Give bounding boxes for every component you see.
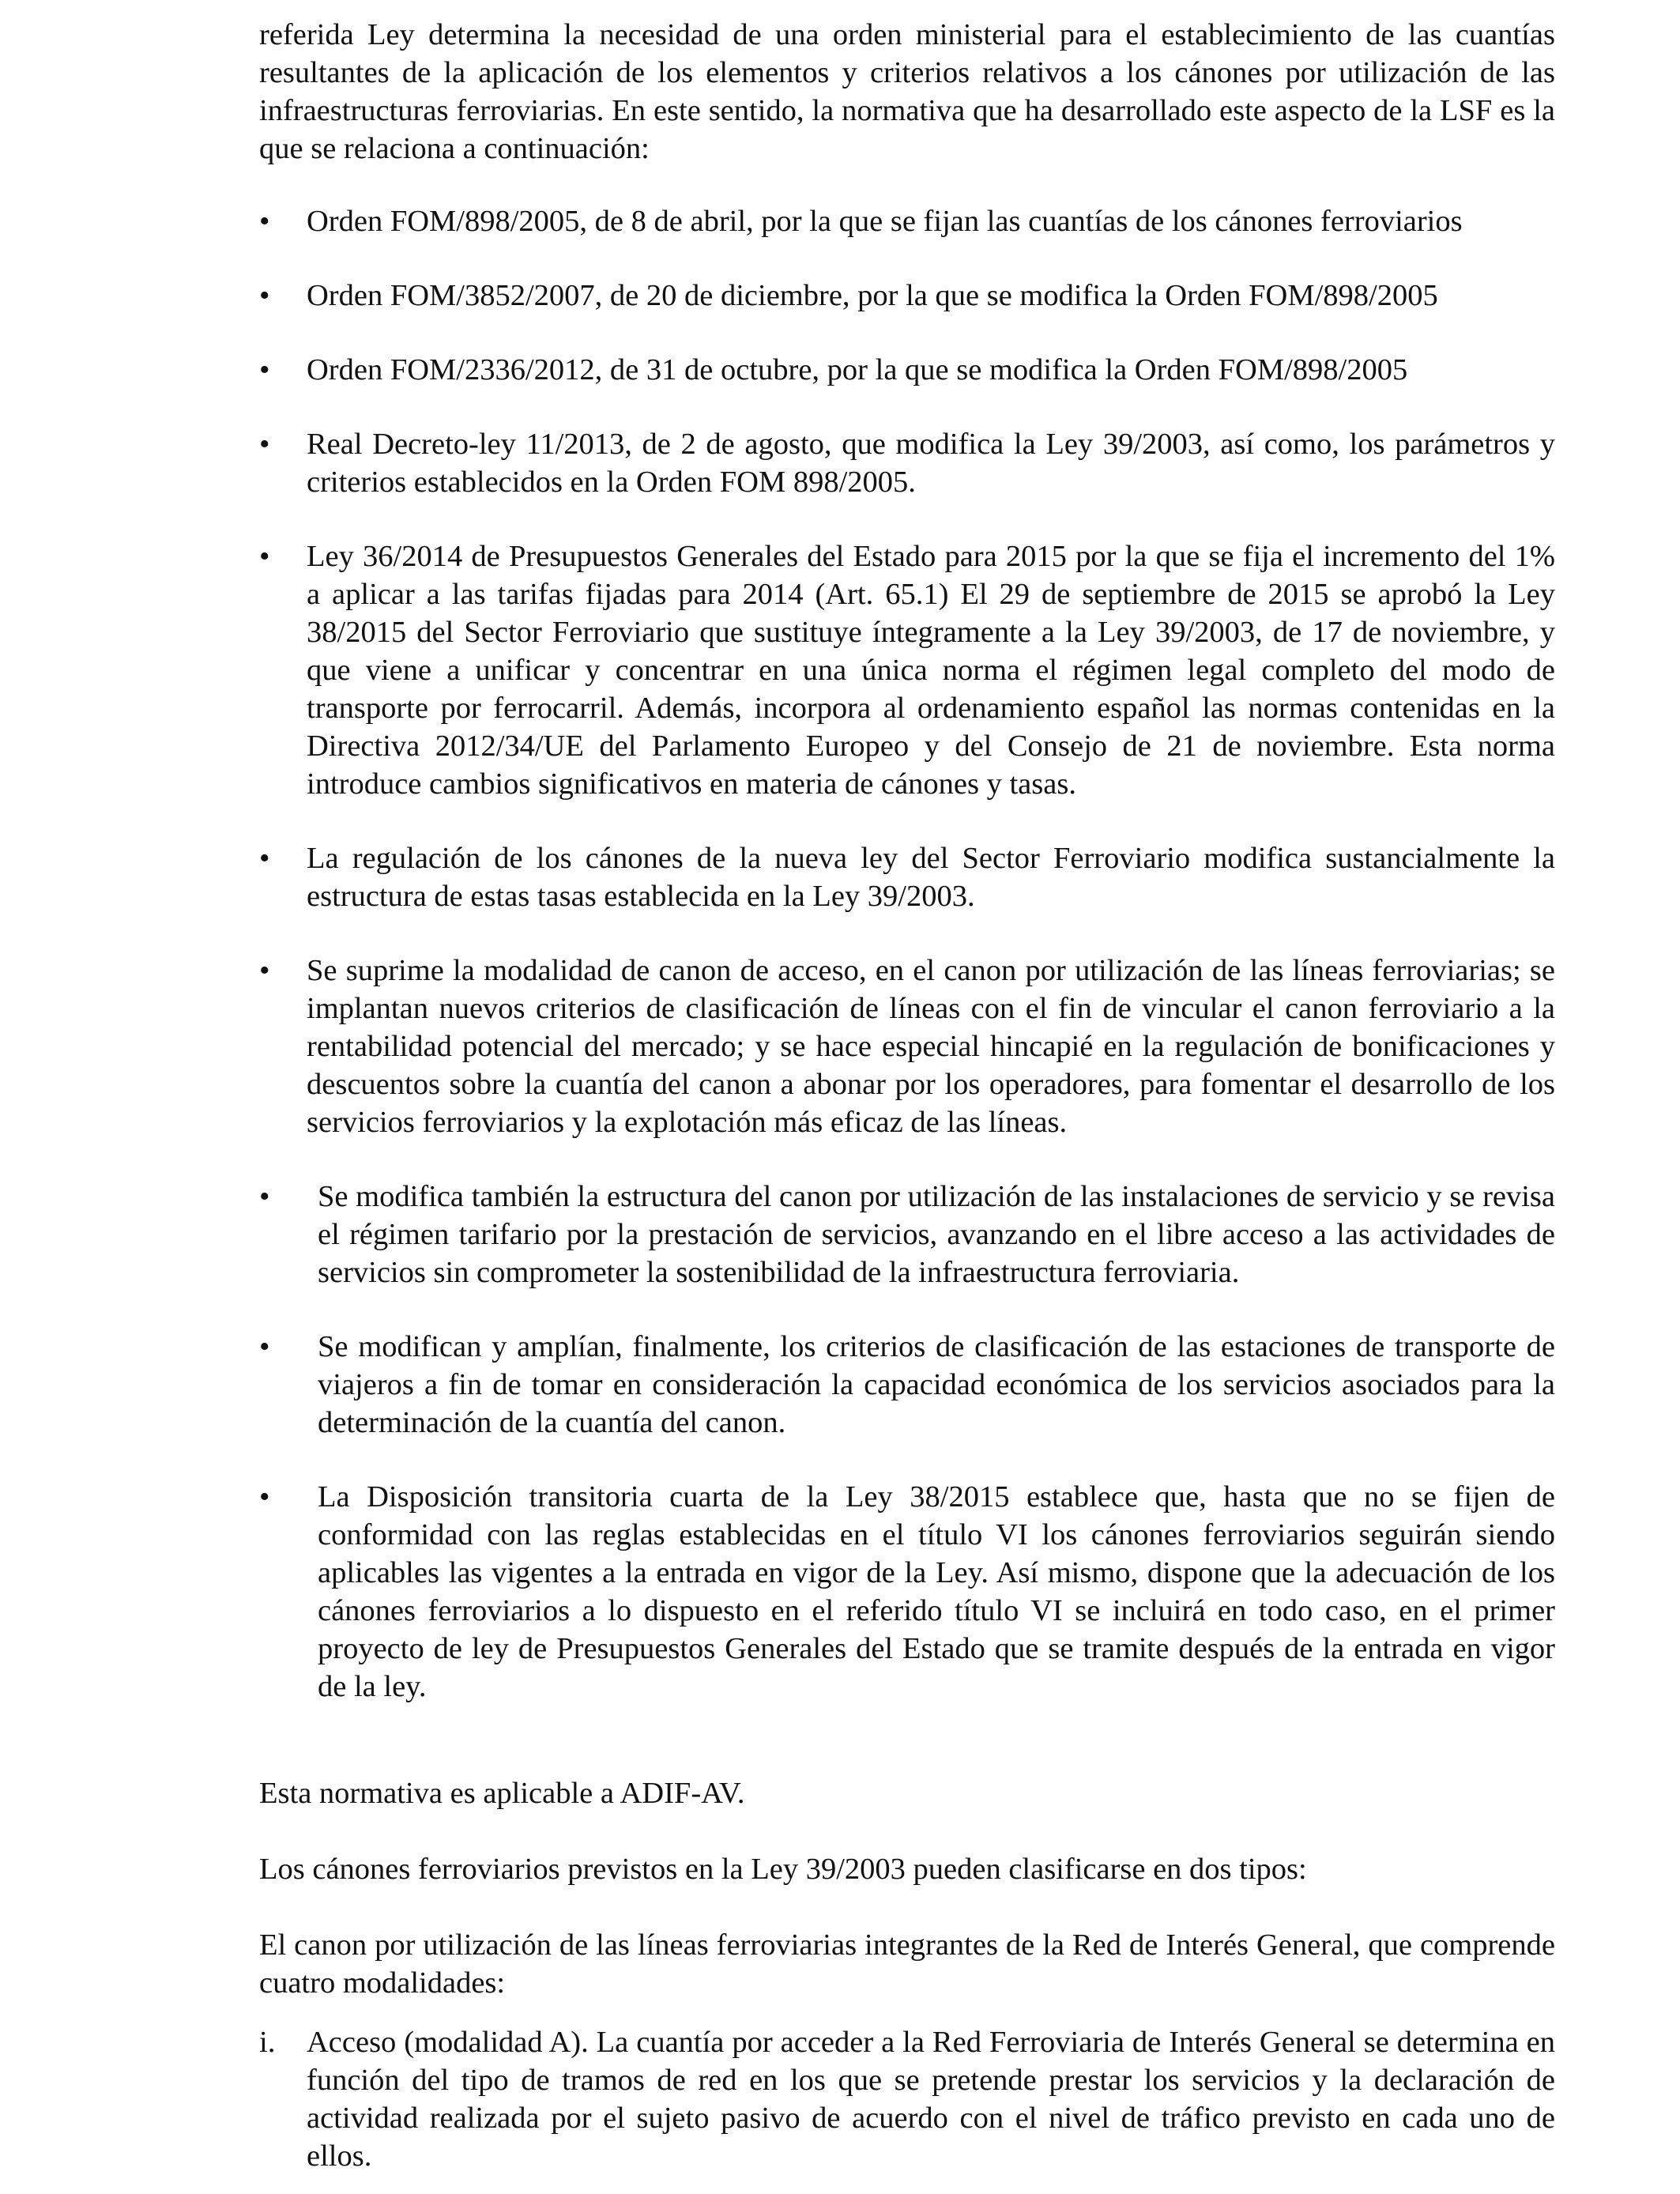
- modalities-list: [259, 2023, 1555, 2175]
- list-item: [259, 1328, 1555, 1442]
- types-paragraph: Los cánones ferroviarios previstos en la Ley 39/2003 pueden clasificarse en dos tipos:: [259, 1853, 1307, 1886]
- bullet-icon: •: [259, 1330, 270, 1363]
- bullet-icon: •: [259, 428, 270, 461]
- list-item-text: Orden FOM/2336/2012, de 31 de octubre, por la que se modifica la Orden FOM/898/2005: [307, 353, 1408, 386]
- document-page: [259, 0, 1555, 2194]
- bullet-icon: •: [259, 1180, 270, 1213]
- list-item: [259, 351, 1555, 389]
- list-item: [259, 1178, 1555, 1291]
- bullet-icon: •: [259, 205, 270, 238]
- list-item: [259, 1478, 1555, 1706]
- bullet-icon: •: [259, 1480, 270, 1514]
- list-item: [259, 277, 1555, 315]
- list-item-text: Ley 36/2014 de Presupuestos Generales del Estado para 2015 por la que se fija el incremento del 1% a aplicar a las tarifas fijadas para 2014 (Art. 65.1) El 29 de septiembre de 2015 se aprobó la Ley 38/2015 del Sector Ferroviario que sustituye íntegramente a la Ley 39/2003, de 17 de noviembre, y que viene a unificar y concentrar en una única norma el régimen legal completo del modo de transporte por ferrocarril. Además, incorpora al ordenamiento español las normas contenidas en la Directiva 2012/34/UE del Parlamento Europeo y del Consejo de 21 de noviembre. Esta norma introduce cambios significativos en materia de cánones y tasas.: [307, 540, 1555, 801]
- roman-numeral: i.: [259, 2026, 276, 2059]
- list-item: [259, 2023, 1555, 2175]
- bullet-icon: •: [259, 353, 270, 386]
- list-item: [259, 952, 1555, 1141]
- list-item-text: Orden FOM/3852/2007, de 20 de diciembre, por la que se modifica la Orden FOM/898/2005: [307, 279, 1438, 312]
- bullet-icon: •: [259, 842, 270, 875]
- list-item-text: Se modifica también la estructura del canon por utilización de las instalaciones de servicio y se revisa el régimen tarifario por la prestación de servicios, avanzando en el libre acceso a las actividades de servicios sin comprometer la sostenibilidad de la infraestructura ferroviaria.: [318, 1180, 1555, 1289]
- regulation-list: [259, 202, 1555, 1742]
- list-item: [259, 537, 1555, 803]
- list-item-text: Se suprime la modalidad de canon de acceso, en el canon por utilización de las líneas ferroviarias; se implantan nuevos criterios de clasificación de líneas con el fin de vincular el canon ferroviario a la rentabilidad potencial del mercado; y se hace especial hincapié en la regulación de bonificaciones y descuentos sobre la cuantía del canon a abonar por los operadores, para fomentar el desarrollo de los servicios ferroviarios y la explotación más eficaz de las líneas.: [307, 954, 1555, 1139]
- list-item: [259, 839, 1555, 915]
- applicability-paragraph: Esta normativa es aplicable a ADIF-AV.: [259, 1777, 745, 1810]
- intro-paragraph: referida Ley determina la necesidad de una orden ministerial para el establecimiento de las cuantías resultantes de la aplicación de los elementos y criterios relativos a los cánones por utilización de las infraestructuras ferroviarias. En este sentido, la normativa que ha desarrollado este aspecto de la LSF es la que se relaciona a continuación:: [259, 18, 1555, 165]
- list-item: [259, 425, 1555, 501]
- list-item-text: La Disposición transitoria cuarta de la Ley 38/2015 establece que, hasta que no se fijen de conformidad con las reglas establecidas en el título VI los cánones ferroviarios seguirán siendo aplicables las vigentes a la entrada en vigor de la Ley. Así mismo, dispone que la adecuación de los cánones ferroviarios a lo dispuesto en el referido título VI se incluirá en todo caso, en el primer proyecto de ley de Presupuestos Generales del Estado que se tramite después de la entrada en vigor de la ley.: [318, 1480, 1555, 1703]
- bullet-icon: •: [259, 954, 270, 987]
- list-item-text: Orden FOM/898/2005, de 8 de abril, por la que se fijan las cuantías de los cánones ferroviarios: [307, 205, 1463, 238]
- canon-paragraph: El canon por utilización de las líneas ferroviarias integrantes de la Red de Interés General, que comprende cuatro modalidades:: [259, 1928, 1555, 2000]
- list-item-text: Real Decreto-ley 11/2013, de 2 de agosto, que modifica la Ley 39/2003, así como, los parámetros y criterios establecidos en la Orden FOM 898/2005.: [307, 428, 1555, 499]
- bullet-icon: •: [259, 540, 270, 573]
- list-item: [259, 202, 1555, 240]
- list-item-text: Acceso (modalidad A). La cuantía por acceder a la Red Ferroviaria de Interés General se determina en función del tipo de tramos de red en los que se pretende prestar los servicios y la declaración de actividad realizada por el sujeto pasivo de acuerdo con el nivel de tráfico previsto en cada uno de ellos.: [307, 2026, 1555, 2173]
- bullet-icon: •: [259, 279, 270, 312]
- list-item-text: La regulación de los cánones de la nueva ley del Sector Ferroviario modifica sustancialmente la estructura de estas tasas establecida en la Ley 39/2003.: [307, 842, 1555, 913]
- list-item-text: Se modifican y amplían, finalmente, los criterios de clasificación de las estaciones de transporte de viajeros a fin de tomar en consideración la capacidad económica de los servicios asociados para la determinación de la cuantía del canon.: [318, 1330, 1555, 1439]
